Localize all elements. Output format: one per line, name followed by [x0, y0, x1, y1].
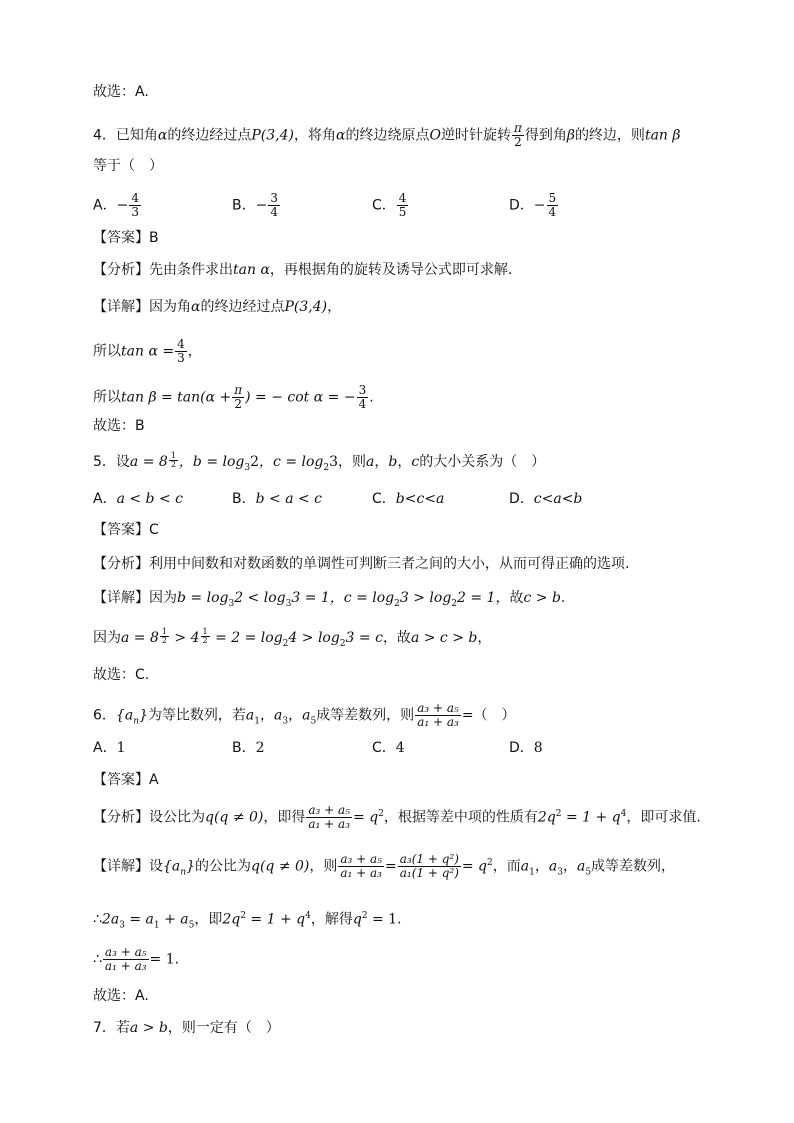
q4-option-a: A．− $\frac{4}{3}$	[93, 191, 139, 219]
q4-detail-tan-beta: 所以tan β = tan(α + $\frac{\pi}{2}$ ) = − cot α = − $\frac{3}{4}$ .	[93, 383, 374, 411]
q4-answer: 【答案】B	[93, 230, 159, 246]
q5-detail: 【详解】因为$b = \log_32 < \log_33 = 1$，$c = \log_23 > \log_22 = 1$，故c > b.	[93, 590, 566, 609]
q6-option-c: C．4	[372, 740, 405, 756]
q6-option-a: A．1	[93, 740, 126, 756]
q6-detail-line2: $\therefore 2a_3 = a_1 + a_5$，即$2q^2 = 1 + q^4$，解得$q^2 = 1$.	[93, 911, 402, 931]
q7-stem: 7．若a > b，则一定有（ ）	[93, 1020, 280, 1036]
q5-stem: 5．设a = 8 $^{\frac{1}{2}}$ ，$b = \log_32$，$c = \log_23$，则a，b，c的大小关系为（ ）	[93, 451, 546, 473]
q4-analysis: 【分析】先由条件求出tan α，再根据角的旋转及诱导公式即可求解.	[93, 262, 513, 278]
q4-stem-line1: 4．已知角α的终边经过点P(3,4)，将角α的终边绕原点O逆时针旋转 $\frac{\pi}{2}$ 得到角β的终边，则tan β	[93, 121, 681, 149]
q5-analysis: 【分析】利用中间数和对数函数的单调性可判断三者之间的大小，从而可得正确的选项.	[93, 556, 630, 572]
q4-choice: 故选：B	[93, 418, 145, 434]
q5-choice: 故选：C.	[93, 667, 150, 683]
q4-detail-tan-alpha: 所以tan α = $\frac{4}{3}$ ，	[93, 337, 202, 365]
q6-stem: 6．$\{a_n\}$为等比数列，若$a_1$，$a_3$，$a_5$成等差数列，则 $\frac{\text{a₃ + a₅}}{\text{a₁ + a₃}}$ =（ ）	[93, 701, 516, 729]
q4-option-d: D．− $\frac{5}{4}$	[509, 191, 557, 219]
q5-answer: 【答案】C	[93, 522, 159, 538]
q5-option-b: B．b < a < c	[232, 491, 323, 507]
previous-answer-choice: 故选：A.	[93, 84, 149, 100]
q6-choice: 故选：A.	[93, 988, 149, 1004]
q4-detail: 【详解】因为角α的终边经过点P(3,4)，	[93, 299, 342, 315]
q5-detail-line2: 因为a = 8 $^{\frac{1}{2}}$ > 4 $^{\frac{1}{2}}$ = $2 = \log_24 > \log_23 = c$，故a > c > b，	[93, 627, 492, 649]
q5-option-a: A．a < b < c	[93, 491, 183, 507]
q4-option-b: B．− $\frac{3}{4}$	[232, 191, 278, 219]
q5-option-c: C．b<c<a	[372, 491, 445, 507]
q6-option-d: D．8	[509, 740, 543, 756]
q6-analysis: 【分析】设公比为q(q ≠ 0)，即得 $\frac{\text{a₃ + a₅}}{\text{a₁ + a₃}}$ = $q^2$，根据等差中项的性质有$2q^2 = 1 + q^4$，即可求值.	[93, 803, 701, 832]
q4-stem-line2: 等于（ ）	[93, 158, 163, 174]
q6-detail: 【详解】设$\{a_n\}$的公比为q(q ≠ 0)，则 $\frac{\text{a₃ + a₅}}{\text{a₁ + a₃}}$ = $\frac{\text{a₃(1 + q²)}}{\text{a₁(1 + q²)}}$ = $q^2$，而$a_1$，$a_3$，$a_5$成等差数列，	[93, 852, 676, 881]
q6-answer: 【答案】A	[93, 772, 159, 788]
q5-option-d: D．c<a<b	[509, 491, 583, 507]
q6-option-b: B．2	[232, 740, 265, 756]
q6-detail-line3: ∴ $\frac{\text{a₃ + a₅}}{\text{a₁ + a₃}}$ = 1.	[93, 945, 180, 973]
q4-option-c: C． $\frac{4}{5}$	[372, 191, 407, 219]
